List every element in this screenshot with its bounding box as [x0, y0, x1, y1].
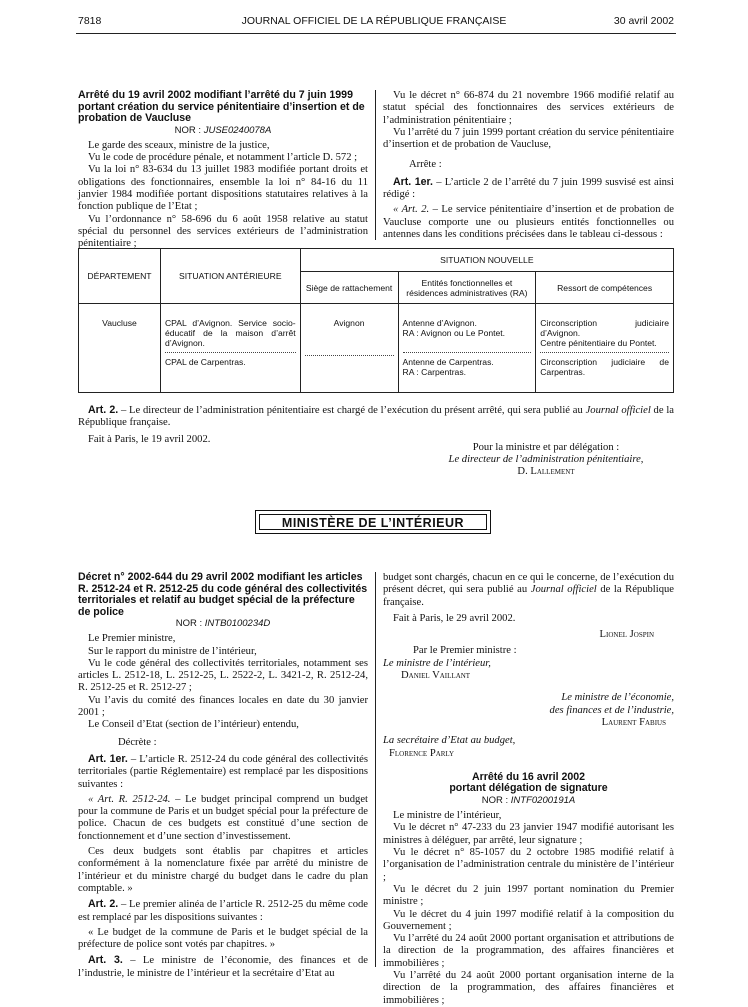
table-cell-text: RA : Avignon ou Le Pontet. — [402, 328, 506, 338]
arrete1-art2: Art. 2. – Le directeur de l’administration pénitentiaire est chargé de l’exécution du présent arrêté, qui sera publié au Journal officiel de la République française. — [78, 404, 674, 429]
decret-para: Le Conseil d’Etat (section de l’intérieur) entendu, — [88, 719, 299, 731]
issue-date: 30 avril 2002 — [613, 15, 674, 27]
decret-para: Le Premier ministre, — [88, 633, 176, 645]
arrete2-para: Vu le décret du 2 juin 1997 portant nomination du Premier ministre ; — [383, 883, 674, 908]
decret-art2: Art. 2. – Le premier alinéa de l’article R. 2512-25 du même code est remplacé par les dispositions suivantes : — [78, 898, 368, 923]
col-header-departement: DÉPARTEMENT — [79, 249, 161, 304]
decret-min-int-name: Daniel Vaillant — [401, 670, 471, 682]
decret-left-column — [78, 572, 368, 980]
decret-min-eco-name: Laurent Fabius — [601, 716, 666, 728]
table-cell-siege — [300, 304, 398, 393]
column-divider — [375, 90, 376, 240]
decret-title: Décret n° 2002-644 du 29 avril 2002 modifiant les articles R. 2512-24 et R. 2512-25 du code général des collectivités territoriales et relatif au budget spécial de la préfecture de police — [78, 571, 368, 618]
signature-line: Pour la ministre et par délégation : — [472, 442, 620, 453]
arrete1-art1: Art. 1er. – L’article 2 de l’arrêté du 7 juin 1999 susvisé est ainsi rédigé : — [383, 175, 675, 201]
header-rule — [76, 33, 676, 34]
col-header-situation-nouvelle: SITUATION NOUVELLE — [300, 249, 673, 272]
decret-par-pm: Par le Premier ministre : — [413, 645, 517, 657]
table-cell-text: Centre pénitentiaire du Pontet. — [540, 338, 657, 348]
decret-para: Vu le code général des collectivités territoriales, notamment ses articles L. 2512-18, L. 2512-25, L. 2522-2, L. 3421-2, R. 2512-24, R. 2512-25 et R. 2512-27 ; — [78, 657, 368, 694]
col-header-siege: Siège de rattachement — [300, 272, 398, 304]
decret-sec-name: Florence Parly — [389, 747, 455, 759]
page-number: 7818 — [78, 15, 102, 27]
decret-para: Sur le rapport du ministre de l’intérieur, — [88, 645, 257, 657]
decret-right-column — [383, 572, 674, 1007]
decret-fait: Fait à Paris, le 29 avril 2002. — [393, 612, 516, 624]
situation-table — [78, 248, 674, 393]
decret-art1: Art. 1er. – L’article R. 2512-24 du code général des collectivités territoriales (partie Réglementaire) est remplacé par les dispositions suivantes : — [78, 752, 369, 790]
arrete1-signature — [420, 442, 672, 478]
arrete1-title: Arrêté du 19 avril 2002 modifiant l’arrêté du 7 juin 1999 portant création du service pénitentiaire d’insertion et de probation de Vaucluse — [78, 89, 365, 124]
arrete2-para: Vu l’arrêté du 24 août 2000 portant organisation interne de la direction de la programmation, des affaires financières et immobilières ; — [383, 970, 674, 1006]
arrete1-arrete-label: Arrête : — [409, 159, 442, 171]
table-cell-text: CPAL d’Avignon. Service socio-éducatif de la maison d’arrêt d’Avignon. — [164, 318, 296, 348]
arrete1-para: Vu le code de procédure pénale, et notamment l’article D. 572 ; — [88, 152, 358, 164]
decret-nor: NOR : INTB0100234D — [175, 618, 271, 629]
arrete2-nor: NOR : INTF0200191A — [481, 794, 576, 806]
table-cell-entites — [398, 304, 536, 393]
arrete1-art2-block — [78, 404, 674, 446]
table-cell-anterieure — [160, 304, 300, 393]
arrete2-para: Le ministre de l’intérieur, — [393, 810, 502, 822]
col-header-situation-anterieure: SITUATION ANTÉRIEURE — [160, 249, 300, 304]
table-cell-departement: Vaucluse — [79, 304, 161, 393]
decret-min-eco-title: des finances et de l’industrie, — [549, 704, 674, 716]
table-cell-text: CPAL de Carpentras. — [164, 357, 246, 367]
table-cell-text: Antenne de Carpentras. — [402, 357, 494, 367]
table-cell-ressort — [536, 304, 674, 393]
table-cell-text: Avignon — [333, 318, 365, 328]
decret-right-continuation: budget sont chargés, chacun en ce qui le concerne, de l’exécution du présent décret, qui sera publié au Journal officiel de la République française. — [383, 572, 674, 608]
row-separator — [165, 352, 296, 353]
arrete1-left-column — [78, 90, 368, 250]
table-cell-text: Circonscription judiciaire de Carpentras. — [540, 357, 669, 377]
row-separator — [540, 352, 669, 353]
decret-pm-name: Lionel Jospin — [599, 629, 654, 641]
arrete2-para: Vu le décret n° 47-233 du 23 janvier 1947 modifié autorisant les ministres à déléguer, par arrêté, leur signature ; — [383, 822, 674, 846]
ministry-heading: MINISTÈRE DE L’INTÉRIEUR — [259, 514, 487, 530]
row-separator — [403, 352, 532, 353]
row-separator — [305, 355, 394, 356]
arrete2-title: Arrêté du 16 avril 2002 — [471, 770, 586, 783]
arrete1-para: Vu la loi n° 83-634 du 13 juillet 1983 modifiée portant droits et obligations des fonctionnaires, ensemble la loi n° 84-16 du 11 janvier 1984 modifiée portant dispositions statutaires relatives à la fonction publique de l’Etat ; — [78, 164, 368, 213]
decret-min-int-title: Le ministre de l’intérieur, — [383, 657, 491, 669]
arrete1-nor: NOR : JUSE0240078A — [174, 124, 272, 136]
arrete2-para: Vu le décret n° 85-1057 du 2 octobre 1985 modifié relatif à l’organisation de l’administration centrale du ministère de l’intérieur ; — [383, 847, 674, 883]
table-cell-text: Circonscription judiciaire d’Avignon. — [540, 318, 669, 338]
col-header-entites: Entités fonctionnelles et résidences administratives (RA) — [398, 272, 536, 304]
arrete1-fait: Fait à Paris, le 19 avril 2002. — [88, 433, 211, 445]
arrete2-para: Vu le décret du 4 juin 1997 modifié relatif à la composition du Gouvernement ; — [383, 908, 674, 932]
col-header-ressort: Ressort de compétences — [536, 272, 674, 304]
decret-quote: « Art. R. 2512-24. – Le budget principal comprend un budget pour la commune de Paris et un budget spécial pour la préfecture de police. Chacun de ces budgets est constitué d’une section de fonctionnement et d’une section d’investissement. — [78, 793, 368, 842]
decret-quote: Ces deux budgets sont établis par chapitres et articles conformément à la nomenclature fixée par arrêté du ministre de l’intérieur et du ministre chargé du budget dans le cadre du plan comptable. » — [78, 846, 368, 894]
signature-line: Le directeur de l’administration pénitentiaire, — [448, 454, 644, 465]
ministry-heading-box — [255, 510, 491, 534]
arrete1-para: Vu le décret n° 66-874 du 21 novembre 1966 modifié relatif au statut spécial des fonctionnaires des services extérieurs de l’administration pénitentiaire ; — [383, 90, 674, 126]
arrete1-art2-quote: « Art. 2. – Le service pénitentiaire d’insertion et de probation de Vaucluse comporte une ou plusieurs entités fonctionnelles ou antennes dans les conditions précisées dans le tableau ci-dessous : — [383, 204, 674, 240]
table-cell-text: RA : Carpentras. — [402, 367, 467, 377]
decret-art3: Art. 3. – Le ministre de l’économie, des finances et de l’industrie, le ministre de l’intérieur et la secrétaire d’Etat au — [78, 954, 368, 979]
arrete2-title: portant délégation de signature — [449, 782, 608, 795]
arrete2-para: Vu l’arrêté du 24 août 2000 portant organisation et attributions de la direction de la programmation, des affaires financières et immobilières ; — [383, 933, 674, 969]
decret-para: Vu l’avis du comité des finances locales en date du 30 janvier 2001 ; — [78, 694, 368, 719]
decret-decrete: Décrète : — [118, 736, 157, 748]
decret-sec-title: La secrétaire d’Etat au budget, — [383, 735, 516, 747]
signature-name: D. Lallement — [517, 466, 575, 477]
journal-title: JOURNAL OFFICIEL DE LA RÉPUBLIQUE FRANÇAISE — [241, 15, 507, 27]
table-cell-text: Antenne d’Avignon. — [402, 318, 477, 328]
arrete1-para: Vu l’arrêté du 7 juin 1999 portant création du service pénitentiaire d’insertion et de probation de Vaucluse, — [383, 126, 674, 151]
decret-quote: « Le budget de la commune de Paris et le budget spécial de la préfecture de police sont votés par chapitres. » — [78, 926, 368, 951]
arrete1-para: Le garde des sceaux, ministre de la justice, — [88, 139, 270, 151]
arrete1-right-column — [383, 90, 674, 241]
column-divider — [375, 572, 376, 967]
arrete1-para: Vu l’ordonnance n° 58-696 du 6 août 1958 relative au statut spécial du personnel des services extérieurs de l’administration pénitentiaire ; — [78, 213, 368, 250]
decret-min-eco-title: Le ministre de l’économie, — [561, 692, 674, 704]
